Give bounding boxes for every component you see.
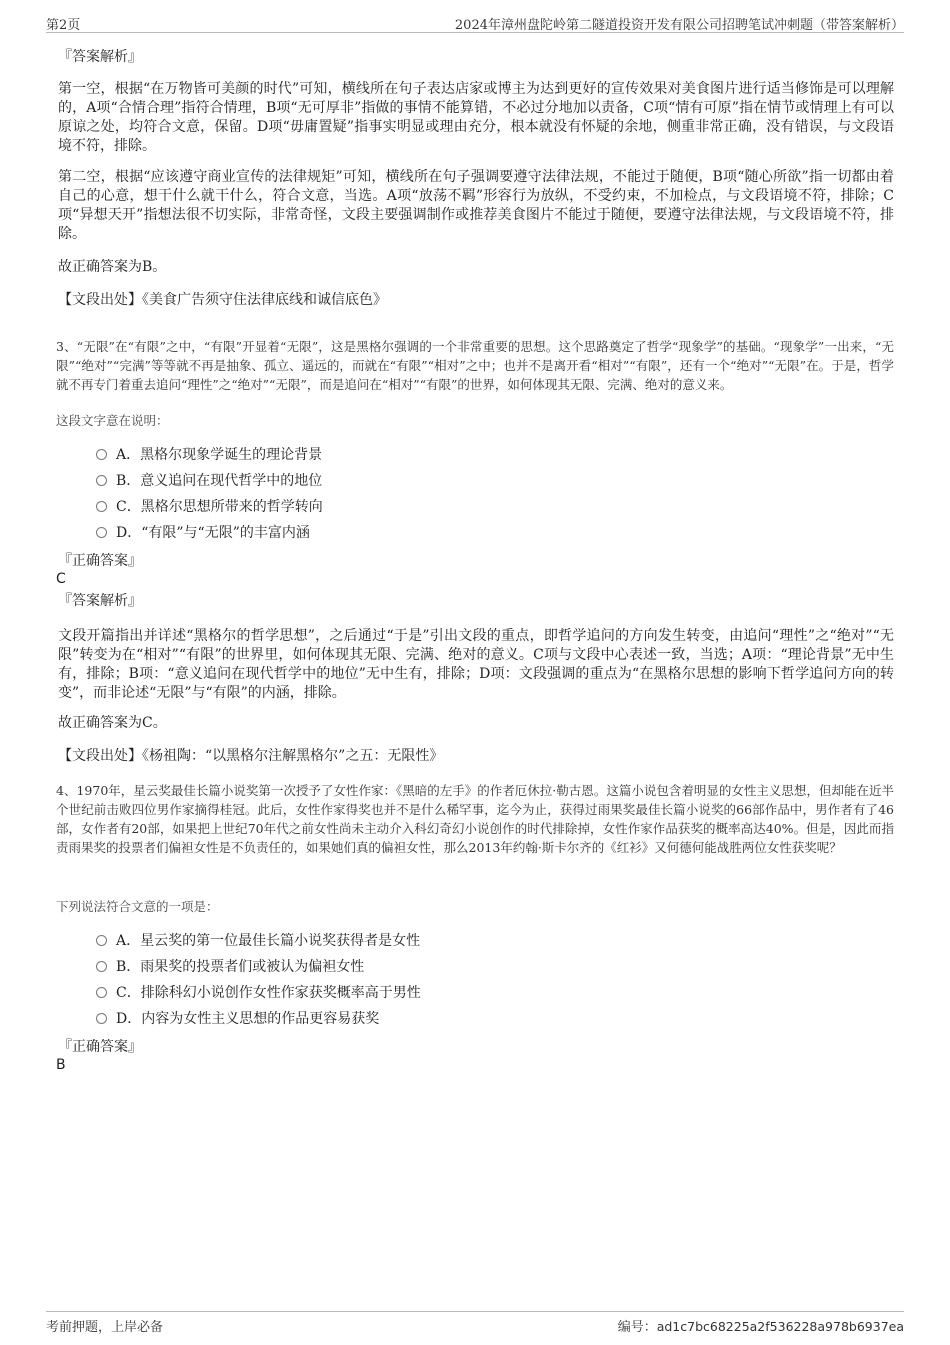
- q3-option-c[interactable]: [96, 497, 323, 517]
- radio-icon[interactable]: [96, 527, 107, 538]
- q4-answer-label: 『正确答案』: [58, 1039, 142, 1055]
- page-footer: [46, 1311, 904, 1336]
- q4-option-a[interactable]: [96, 931, 420, 951]
- q3-option-a[interactable]: [96, 445, 322, 465]
- document-code-label: 编号：: [617, 1320, 657, 1335]
- q3-option-d[interactable]: [96, 523, 310, 543]
- q4-answer: B: [56, 1057, 66, 1073]
- q4-option-b-label: B．雨果奖的投票者们或被认为偏袒女性: [116, 959, 365, 975]
- q3-prompt: 这段文字意在说明：: [56, 413, 169, 428]
- q4-option-d-label: D．内容为女性主义思想的作品更容易获奖: [116, 1011, 380, 1027]
- radio-icon[interactable]: [96, 501, 107, 512]
- page-number: 第2页: [46, 18, 81, 33]
- radio-icon[interactable]: [96, 1013, 107, 1024]
- document-code-value: ad1c7bc68225a2f536228a978b6937ea: [656, 1319, 904, 1334]
- radio-icon[interactable]: [96, 475, 107, 486]
- q3-source: 【文段出处】《杨祖陶：“以黑格尔注解黑格尔”之五：无限性》: [58, 748, 444, 764]
- q4-option-c[interactable]: [96, 983, 421, 1003]
- document-code: [618, 1316, 904, 1335]
- q3-stem: 3、“无限”在“有限”之中，“有限”开显着“无限”，这是黑格尔强调的一个非常重要的思想。这个思路奠定了哲学“现象学”的基础。“现象学”一出来，“无限”“绝对”“完满”等等就不再是抽象、孤立、遥远的，而就在“有限”“相对”之中；也并不是离开看“相对”“有限”，还有一个“绝对”“无限”在。于是，哲学就不再专门着重去追问“理性”之“绝对”“无限”，而是追问在“相对”“有限”的世界，如何体现其无限、完满、绝对的意义来。: [56, 339, 894, 392]
- q3-conclusion: 故正确答案为C。: [58, 715, 167, 731]
- page-header: [46, 12, 904, 33]
- q2-analysis-paragraph-2: 第二空，根据“应该遵守商业宣传的法律规矩”可知，横线所在句子强调要遵守法律法规，不能过于随便，B项“随心所欲”指一切都由着自己的心意，想干什么就干什么，符合文意，当选。A项“放荡不羁”形容行为放纵，不受约束，不加检点，与文段语境不符，排除；C项“异想天开”指想法很不切实际，非常奇怪，文段主要强调制作或推荐美食图片不能过于随便，要遵守法律法规，与文段语境不符，排除。: [58, 169, 894, 242]
- q3-answer: C: [56, 571, 66, 587]
- q4-prompt: 下列说法符合文意的一项是：: [56, 899, 219, 914]
- q3-option-a-label: A．黑格尔现象学诞生的理论背景: [116, 447, 323, 463]
- q2-source: 【文段出处】《美食广告须守住法律底线和诚信底色》: [58, 292, 387, 308]
- q2-conclusion: 故正确答案为B。: [58, 259, 167, 275]
- q3-answer-label: 『正确答案』: [58, 553, 142, 569]
- q4-option-d[interactable]: [96, 1009, 379, 1029]
- q3-option-b[interactable]: [96, 471, 322, 491]
- radio-icon[interactable]: [96, 961, 107, 972]
- q4-option-b[interactable]: [96, 957, 364, 977]
- q4-stem: 4、1970年，星云奖最佳长篇小说奖第一次授予了女性作家：《黑暗的左手》的作者厄休拉·勒古恩。这篇小说包含着明显的女性主义思想，但却能在近半个世纪前击败四位男作家摘得桂冠。此后，女性作家得奖也并不是什么稀罕事，迄今为止，获得过雨果奖最佳长篇小说奖的66部作品中，男作者有了46部，女作者有20部，如果把上世纪70年代之前女性尚未主动介入科幻奇幻小说创作的时代排除掉，女性作家作品获奖的概率高达40%。但是，因此而指责雨果奖的投票者们偏袒女性是不负责任的，如果她们真的偏袒女性，那么2013年约翰·斯卡尔齐的《红衫》又何德何能战胜两位女性获奖呢？: [56, 783, 894, 855]
- footer-slogan: 考前押题，上岸必备: [46, 1320, 164, 1335]
- q2-analysis-paragraph-1: 第一空，根据“在万物皆可美颜的时代”可知，横线所在句子表达店家或博主为达到更好的宣传效果对美食图片进行适当修饰是可以理解的，A项“合情合理”指符合情理，B项“无可厚非”指做的事情不能算错，不必过分地加以责备，C项“情有可原”指在情节或情理上有可以原谅之处，均符合文意，保留。D项“毋庸置疑”指事实明显或理由充分，根本就没有怀疑的余地，侧重非常正确，没有错误，与文段语境不符，排除。: [58, 81, 894, 154]
- q4-option-a-label: A．星云奖的第一位最佳长篇小说奖获得者是女性: [116, 933, 421, 949]
- document-title: 2024年漳州盘陀岭第二隧道投资开发有限公司招聘笔试冲刺题（带答案解析）: [454, 18, 904, 33]
- q3-option-d-label: D．“有限”与“无限”的丰富内涵: [116, 525, 310, 541]
- radio-icon[interactable]: [96, 935, 107, 946]
- q3-option-c-label: C．黑格尔思想所带来的哲学转向: [116, 499, 323, 515]
- q2-analysis-label: 『答案解析』: [58, 49, 142, 65]
- radio-icon[interactable]: [96, 449, 107, 460]
- radio-icon[interactable]: [96, 987, 107, 998]
- q4-option-c-label: C．排除科幻小说创作女性作家获奖概率高于男性: [116, 985, 421, 1001]
- q3-analysis: 文段开篇指出并详述“黑格尔的哲学思想”，之后通过“于是”引出文段的重点，即哲学追问的方向发生转变，由追问“理性”之“绝对”“无限”转变为在“相对”“有限”的世界里，如何体现其无限、完满、绝对的意义。C项与文段中心表述一致，当选；A项：“理论背景”无中生有，排除；B项：“意义追问在现代哲学中的地位”无中生有，排除；D项：文段强调的重点为“在黑格尔思想的影响下哲学追问方向的转变”，而非论述“无限”与“有限”的内涵，排除。: [58, 628, 894, 701]
- q3-option-b-label: B．意义追问在现代哲学中的地位: [116, 473, 323, 489]
- q3-analysis-label: 『答案解析』: [58, 593, 142, 609]
